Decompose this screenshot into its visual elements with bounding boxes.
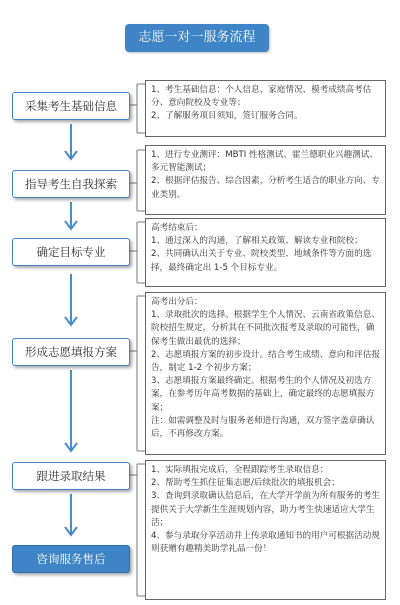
down-arrow-icon [64,274,78,330]
detail-line: 1、进行专业测评：MBTI 性格测试、霍兰德职业兴趣测试、多元智能测试； [151,150,378,174]
step-details-box [145,292,386,455]
step-track-admission: 跟进录取结果 [12,462,130,490]
step-self-exploration: 指导考生自我探索 [12,170,130,198]
detail-line: 3、查询到录取确认信息后，在大学开学前为所有服务的考生提供关于大学新生生涯规划内容，助力考生快速适应大学生活； [151,491,380,528]
detail-line: 1、录取批次的选择。根据学生个人情况、云南省政策信息、院校招生规定，分析其在不同批次报考及录取的可能性，确保考生做出最优的选择； [151,310,380,347]
down-arrow-icon [64,124,78,164]
step-details-box [145,218,386,287]
detail-line: 2、志愿填报方案的初步设计。结合考生成绩、意向和评估报告，制定 1-2 个初步方案； [151,349,380,374]
bracket-connector [129,222,145,283]
step-after-sales: 咨询服务售后 [12,545,130,573]
step-details-box [145,145,386,215]
detail-line: 1、实际填报完成后，全程跟踪考生录取信息； [151,465,329,475]
detail-line: 注：如需调整及时与服务老师进行沟通，双方签字盖章确认后，不再修改方案。 [151,415,375,440]
step-collect-info: 采集考生基础信息 [12,92,130,120]
bracket-connector [129,464,145,596]
down-arrow-icon [64,370,78,456]
bracket-connector [129,84,145,133]
detail-line: 2、了解服务项目须知，签订服务合同。 [151,111,303,122]
flowchart-title: 志愿一对一服务流程 [125,24,269,52]
detail-line: 2、根据评估报告、综合因素，分析考生适合的职业方向、专业类别。 [151,176,380,200]
detail-line: 2、帮助考生抓住征集志愿/后续批次的填报机会； [151,478,340,489]
bracket-connector [129,296,145,451]
detail-line: 1、通过深入的沟通，了解相关政策、解读专业和院校； [151,236,363,247]
detail-line: 2、共同确认出关于专业、院校类型、地域条件等方面的选择，最终确定出 1-5 个目标专业。 [151,249,372,273]
detail-line: 4、参与录取分享活动并上传录取通知书的用户可根据活动规则获赠有趣精美助学礼品一份！ [151,531,380,555]
step-details-box [145,80,386,137]
step-target-major: 确定目标专业 [12,238,130,266]
detail-line: 3、志愿填报方案最终确定。根据考生的个人情况及初选方案，在参考历年高考数据的基础上，确定最终的志愿填报方案； [151,376,375,413]
down-arrow-icon [64,202,78,234]
detail-line: 1、考生基础信息：个人信息、家庭情况、模考成绩高考估分、意向院校及专业等； [151,85,372,109]
step-application-plan: 形成志愿填报方案 [12,338,130,366]
down-arrow-icon [64,494,78,540]
detail-line: 高考出分后： [151,297,203,307]
detail-line: 高考结束后： [151,223,203,233]
bracket-connector [129,150,145,211]
step-details-box [145,460,386,600]
